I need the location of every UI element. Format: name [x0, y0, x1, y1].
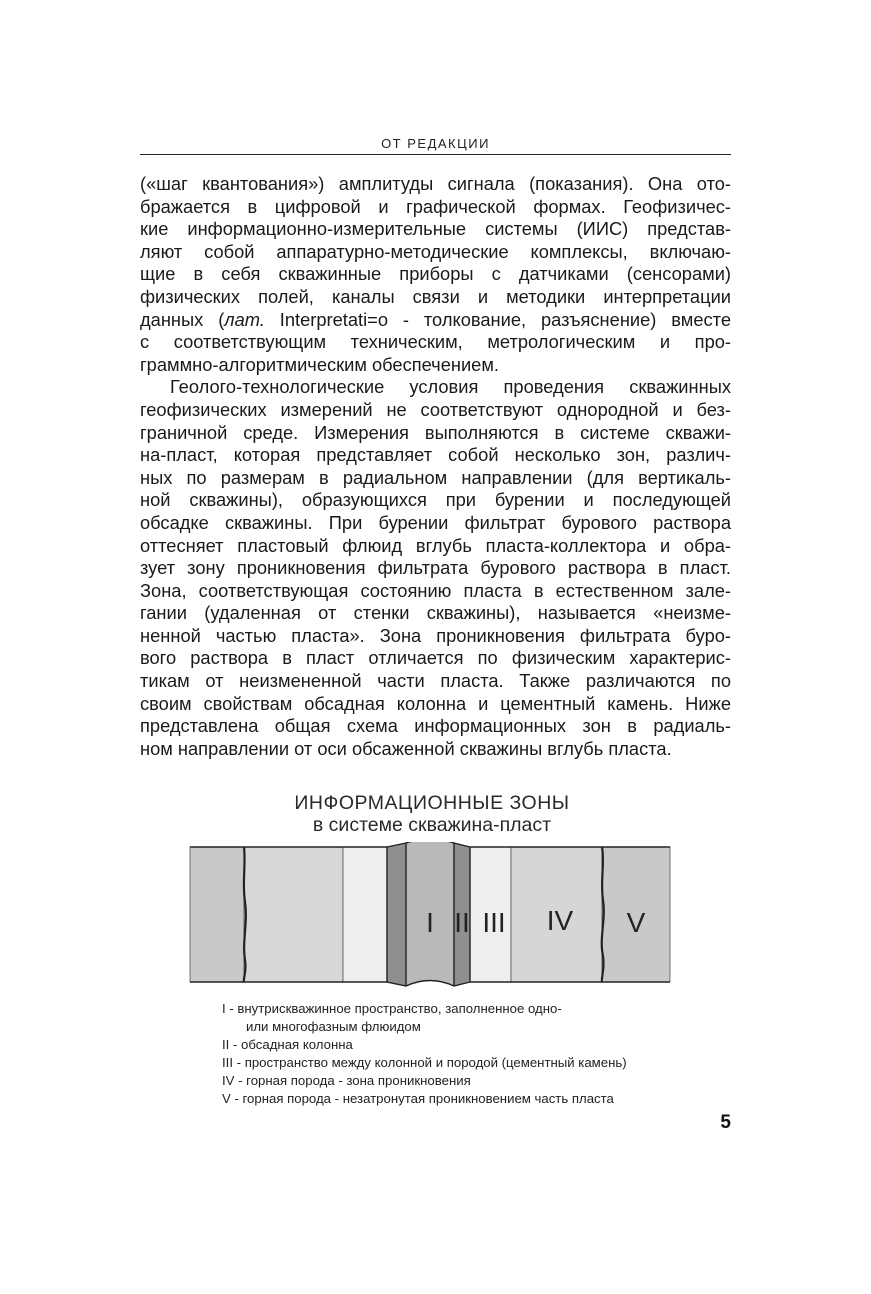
zone-label: V — [626, 907, 646, 938]
zone-label: III — [482, 907, 506, 938]
zones-diagram — [182, 842, 682, 992]
text-line: ляют собой аппаратурно-методические комплексы, включаю- — [140, 240, 731, 262]
legend-item: IV - горная порода - зона проникновения — [222, 1073, 471, 1088]
figure-legend — [222, 1000, 627, 1108]
text-line: геофизических измерений не соответствуют однородной и без- — [140, 398, 731, 420]
text-line: обсадке скважины. При бурении фильтрат бурового раствора — [140, 511, 731, 533]
zone-rect formation-left — [244, 847, 343, 982]
zone-rect formation-outer-left — [190, 847, 244, 982]
text-fragment: данных ( — [140, 308, 225, 330]
body-text — [140, 173, 731, 760]
text-line: ненной частью пласта». Зона проникновения фильтрата буро- — [140, 624, 731, 646]
text-line: Зона, соответствующая состоянию пласта в естественном зале- — [140, 579, 731, 601]
text-line: Геолого-технологические условия проведения скважинных — [170, 376, 731, 398]
text-line: вого раствора в пласт отличается по физическим характерис- — [140, 647, 731, 669]
text-line: представлена общая схема информационных зон в радиаль- — [140, 715, 731, 737]
zone-rect cement-left — [343, 847, 387, 982]
figure-information-zones — [182, 784, 682, 1110]
zone-label: II — [454, 907, 470, 938]
legend-item: III - пространство между колонной и породой (цементный камень) — [222, 1055, 627, 1070]
text-line: с соответствующим техническим, метрологическим и про- — [140, 331, 731, 353]
text-line: бражается в цифровой и графической формах. Геофизичес- — [140, 195, 731, 217]
zone-shape casing-left — [387, 843, 406, 986]
zone-label: I — [426, 907, 434, 938]
page-number: 5 — [720, 1112, 731, 1133]
text-line: граммно-алгоритмическим обеспечением. — [140, 353, 499, 375]
legend-item: V - горная порода - незатронутая проникновением часть пласта — [222, 1091, 614, 1106]
figure-subtitle: в системе скважина-пласт — [312, 814, 552, 836]
text-line: ном направлении от оси обсаженной скважины вглубь пласта. — [140, 737, 672, 759]
paragraph-1 — [140, 173, 731, 376]
text-line: ной скважины), образующихся при бурении и последующей — [140, 489, 731, 511]
legend-item: I - внутрискважинное пространство, заполненное одно- — [222, 1001, 562, 1016]
text-line: граничной среде. Измерения выполняются в системе скважи- — [140, 421, 731, 443]
text-line: гании (удаленная от стенки скважины), называется «неизме- — [140, 602, 731, 624]
text-line: физических полей, каналы связи и методики интерпретации — [140, 285, 731, 307]
text-line: ных по размерам в радиальном направлении (для вертикаль- — [140, 466, 731, 488]
text-line — [140, 309, 731, 332]
text-fragment: Interpretati=o - толкование, разъяснение) вместе — [264, 308, 731, 330]
legend-item: II - обсадная колонна — [222, 1037, 353, 1052]
text-line: зует зону проникновения фильтрата бурового раствора в пласт. — [140, 557, 731, 579]
italic-term: лат. — [224, 308, 265, 330]
text-line: на-пласт, которая представляет собой несколько зон, различ- — [140, 444, 731, 466]
running-head: ОТ РЕДАКЦИИ — [381, 136, 490, 151]
text-line: кие информационно-измерительные системы (ИИС) представ- — [140, 218, 731, 240]
header-rule — [140, 154, 731, 155]
figure-title: ИНФОРМАЦИОННЫЕ ЗОНЫ — [294, 792, 570, 814]
paragraph-2 — [140, 376, 731, 760]
text-line: своим свойствам обсадная колонна и цементный камень. Ниже — [140, 692, 731, 714]
legend-item-continuation: или многофазным флюидом — [246, 1019, 421, 1034]
zone-label: IV — [546, 905, 574, 936]
text-line: оттесняет пластовый флюид вглубь пласта-коллектора и обра- — [140, 534, 731, 556]
text-line: щие в себя скважинные приборы с датчиками (сенсорами) — [140, 263, 731, 285]
text-line: («шаг квантования») амплитуды сигнала (показания). Она ото- — [140, 173, 731, 194]
text-line: тикам от неизмененной части пласта. Также различаются по — [140, 670, 731, 692]
